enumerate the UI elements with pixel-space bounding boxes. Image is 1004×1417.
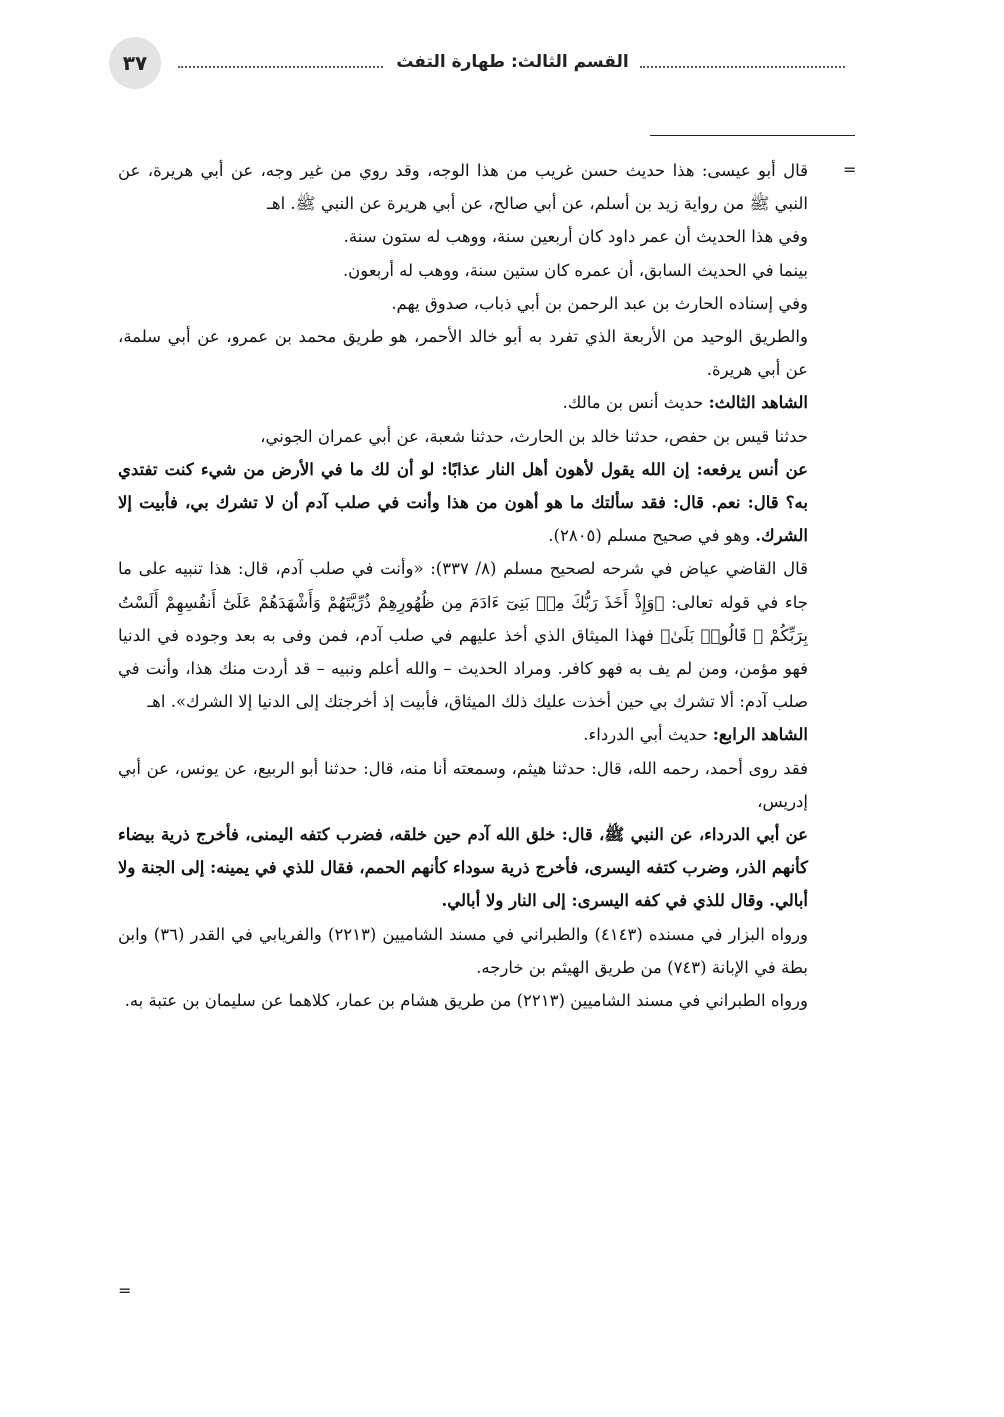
text-segment: والطريق الوحيد من الأربعة الذي تفرد به أبو خالد الأحمر، هو طريق محمد بن عمرو، عن أبي سلمة، عن أبي هريرة. [118, 327, 808, 380]
text-segment: قال أبو عيسى: هذا حديث حسن غريب من هذا الوجه، وقد روي من غير وجه، عن أبي هريرة، عن النبي ﷺ من رواية زيد بن أسلم، عن أبي صالح، عن أبي هريرة عن النبي ﷺ. اهـ [118, 161, 808, 214]
text-segment: قال القاضي عياض في شرحه لصحيح مسلم (٨/ ٣٣٧): «وأنت في صلب آدم، قال: هذا تنبيه على ما جاء في قوله تعالى: ﴿وَإِذْ أَخَذَ رَبُّكَ مِنۢ بَنِىٓ ءَادَمَ مِن ظُهُورِهِمْ ذُرِّيَّتَهُمْ وَأَشْهَدَهُمْ عَلَىٰٓ أَنفُسِهِمْ أَلَسْتُ بِرَبِّكُمْ ۖ قَالُوا۟ بَلَىٰ﴾ فهذا الميثاق الذي أخذ عليهم في صلب آدم، فمن وفى به بعد وجوده في الدنيا فهو مؤمن، ومن لم يف به فهو كافر. ومراد الحديث – والله أعلم ونبيه – قد أردت منك هذا، وأنت في صلب آدم: ألا تشرك بي حين أخذت عليك ذلك الميثاق، فأبيت إذ أخرجتك إلى الدنيا إلا الشرك». اهـ [118, 559, 808, 712]
page-number: ٣٧ [109, 37, 161, 89]
text-segment: حديث أنس بن مالك. [562, 393, 709, 413]
continuation-mark-bottom: = [118, 1281, 132, 1300]
paragraph [118, 718, 808, 751]
header-dotted-leader-right [640, 66, 845, 68]
text-segment: وفي إسناده الحارث بن عبد الرحمن بن أبي ذباب، صدوق يهم. [391, 293, 808, 313]
text-segment: ورواه البزار في مسنده (٤١٤٣) والطبراني في مسند الشاميين (٢٢١٣) والفريابي في القدر (٣٦) وابن بطة في الإبانة (٧٤٣) من طريق الهيثم بن خارجه. [118, 924, 809, 977]
bold-text-segment: عن أنس يرفعه: إن الله يقول لأهون أهل النار عذابًا: لو أن لك ما في الأرض من شيء كنت تفتدي به؟ قال: نعم. قال: فقد سألتك ما هو أهون من هذا وأنت في صلب آدم أن لا تشرك بي، فأبيت إلا الشرك. [118, 459, 808, 546]
text-segment: وهو في صحيح مسلم (٢٨٠٥). [548, 526, 756, 546]
text-segment: وفي هذا الحديث أن عمر داود كان أربعين سنة، ووهب له ستون سنة. [343, 227, 808, 247]
paragraph [118, 287, 808, 320]
paragraph [118, 420, 808, 453]
paragraph [118, 918, 808, 984]
paragraph [118, 154, 808, 220]
text-segment: بينما في الحديث السابق، أن عمره كان ستين سنة، ووهب له أربعون. [342, 260, 808, 280]
paragraph [118, 386, 808, 419]
paragraph [118, 254, 808, 287]
paragraph [118, 984, 808, 1017]
text-segment: فقد روى أحمد، رحمه الله، قال: حدثنا هيثم، وسمعته أنا منه، قال: حدثنا أبو الربيع، عن يونس، عن أبي إدريس، [118, 758, 808, 811]
footnote-body-text [118, 154, 808, 1017]
bold-text-segment: الشاهد الثالث: [708, 393, 808, 413]
bold-text-segment: عن أبي الدرداء، عن النبي ﷺ، قال: خلق الله آدم حين خلقه، فضرب كتفه اليمنى، فأخرج ذرية بيضاء كأنهم الذر، وضرب كتفه اليسرى، فأخرج ذرية سوداء كأنهم الحمم، فقال للذي في يمينه: إلى الجنة ولا أبالي. وقال للذي في كفه اليسرى: إلى النار ولا أبالي. [118, 825, 808, 911]
continuation-mark-top: = [843, 160, 857, 179]
running-header-title: القسم الثالث: طهارة التفث [396, 52, 629, 72]
paragraph [118, 552, 808, 718]
bold-text-segment: الشاهد الرابع: [712, 725, 808, 745]
footnote-separator-rule [650, 135, 855, 136]
paragraph [118, 320, 808, 386]
paragraph [118, 752, 808, 818]
text-segment: حديث أبي الدرداء. [583, 725, 713, 745]
paragraph [118, 220, 808, 253]
header-dotted-leader-left [178, 66, 383, 68]
paragraph [118, 818, 808, 918]
paragraph [118, 453, 808, 553]
text-segment: حدثنا قيس بن حفص، حدثنا خالد بن الحارث، حدثنا شعبة، عن أبي عمران الجوني، [260, 426, 808, 446]
text-segment: ورواه الطبراني في مسند الشاميين (٢٢١٣) من طريق هشام بن عمار، كلاهما عن سليمان بن عتبة به. [124, 991, 808, 1011]
